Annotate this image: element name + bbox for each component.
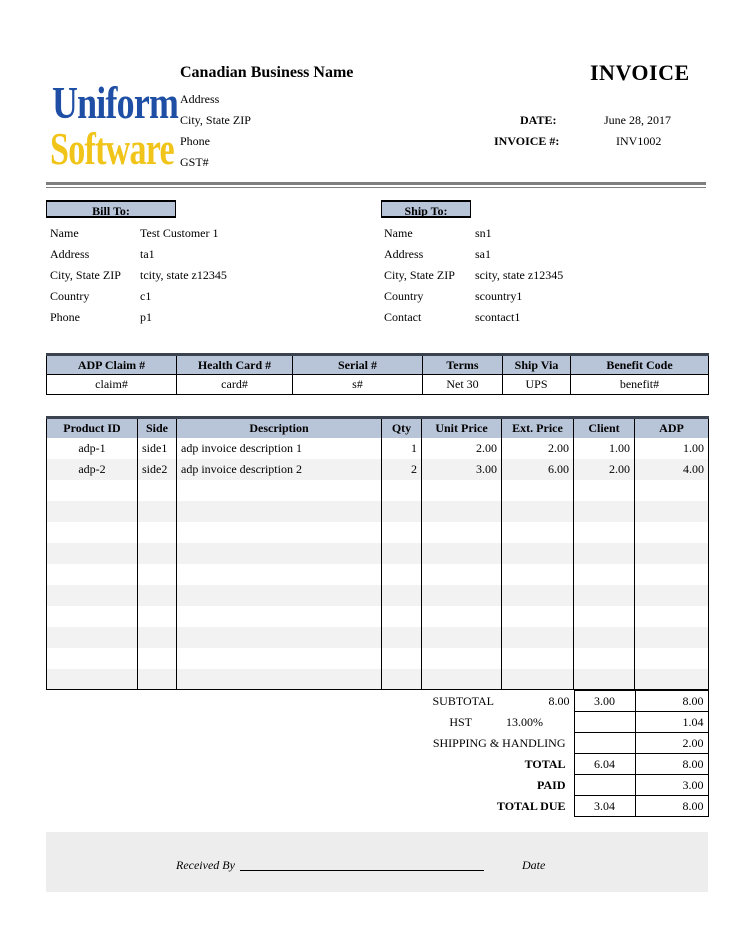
subtotal-adp: 8.00 xyxy=(635,691,708,712)
bill-to-label: Address xyxy=(50,247,90,261)
total-adp: 8.00 xyxy=(635,754,708,775)
business-phone: Phone xyxy=(180,134,210,148)
business-name: Canadian Business Name xyxy=(180,64,354,81)
items-header: Side xyxy=(138,418,177,438)
item-cell: adp invoice description 2 xyxy=(177,459,382,480)
signature-line[interactable] xyxy=(240,870,484,871)
table-row xyxy=(47,585,709,606)
subtotal-ext: 8.00 xyxy=(548,693,570,708)
claim-value: Net 30 xyxy=(423,375,503,395)
paid-label: PAID xyxy=(537,777,566,792)
invoice-number-label: INVOICE #: xyxy=(494,134,560,148)
items-header: Client xyxy=(574,418,635,438)
claim-value: claim# xyxy=(47,375,177,395)
business-gst: GST# xyxy=(180,155,209,169)
items-header: Description xyxy=(177,418,382,438)
bill-to-value: c1 xyxy=(140,289,152,303)
item-cell: side2 xyxy=(138,459,177,480)
table-row xyxy=(47,543,709,564)
table-row xyxy=(47,480,709,501)
ship-to-label: Address xyxy=(384,247,424,261)
item-cell: 4.00 xyxy=(635,459,709,480)
divider xyxy=(46,182,706,185)
bill-to-value: ta1 xyxy=(140,247,155,261)
item-cell: adp-1 xyxy=(47,438,138,459)
table-row xyxy=(47,438,709,459)
items-header: Ext. Price xyxy=(502,418,574,438)
bill-to-value: p1 xyxy=(140,310,152,324)
total-due-client: 3.04 xyxy=(574,796,635,817)
bill-to-header: Bill To: xyxy=(46,200,176,218)
table-row xyxy=(47,522,709,543)
table-row xyxy=(47,627,709,648)
bill-to-label: Country xyxy=(50,289,90,303)
items-table xyxy=(46,416,709,690)
logo-uniform: Uniform xyxy=(52,77,179,128)
claim-header: ADP Claim # xyxy=(47,355,177,375)
ship-to-value: scontact1 xyxy=(475,310,521,324)
item-cell: 2.00 xyxy=(574,459,635,480)
item-cell: 1.00 xyxy=(635,438,709,459)
ship-to-label: Name xyxy=(384,226,413,240)
subtotal-label: SUBTOTAL xyxy=(432,693,494,708)
subtotal-client: 3.00 xyxy=(574,691,635,712)
items-header: Qty xyxy=(382,418,422,438)
claim-header: Terms xyxy=(423,355,503,375)
hst-rate: 13.00% xyxy=(506,714,543,729)
hst-adp: 1.04 xyxy=(635,712,708,733)
ship-to-label: Country xyxy=(384,289,424,303)
claim-value: UPS xyxy=(503,375,571,395)
totals-table xyxy=(376,690,709,817)
item-cell: 1.00 xyxy=(574,438,635,459)
claim-header: Ship Via xyxy=(503,355,571,375)
items-header: Unit Price xyxy=(422,418,502,438)
item-cell: 2.00 xyxy=(502,438,574,459)
claim-value: benefit# xyxy=(571,375,709,395)
item-cell: 2 xyxy=(382,459,422,480)
item-cell: adp-2 xyxy=(47,459,138,480)
bill-to-value: tcity, state z12345 xyxy=(140,268,227,282)
ship-to-value: scountry1 xyxy=(475,289,523,303)
item-cell: adp invoice description 1 xyxy=(177,438,382,459)
ship-to-value: scity, state z12345 xyxy=(475,268,564,282)
total-client: 6.04 xyxy=(574,754,635,775)
ship-to-value: sn1 xyxy=(475,226,492,240)
signature-footer xyxy=(46,832,708,892)
invoice-number: INV1002 xyxy=(616,134,662,148)
item-cell: 6.00 xyxy=(502,459,574,480)
ship-to-label: Contact xyxy=(384,310,422,324)
bill-to-label: City, State ZIP xyxy=(50,268,121,282)
ship-to-label: City, State ZIP xyxy=(384,268,455,282)
item-cell: 2.00 xyxy=(422,438,502,459)
table-row xyxy=(47,648,709,669)
table-row xyxy=(47,501,709,522)
divider xyxy=(46,187,706,188)
invoice-date: June 28, 2017 xyxy=(604,113,671,127)
business-city: City, State ZIP xyxy=(180,113,251,127)
invoice-title: INVOICE xyxy=(590,60,690,85)
hst-label: HST xyxy=(449,714,472,729)
total-due-adp: 8.00 xyxy=(635,796,708,817)
claim-value: s# xyxy=(293,375,423,395)
received-by-label: Received By xyxy=(176,858,235,872)
total-label: TOTAL xyxy=(524,756,566,771)
item-cell: side1 xyxy=(138,438,177,459)
table-row xyxy=(47,606,709,627)
shipping-adp: 2.00 xyxy=(635,733,708,754)
item-cell: 3.00 xyxy=(422,459,502,480)
claim-header: Benefit Code xyxy=(571,355,709,375)
item-cell: 1 xyxy=(382,438,422,459)
bill-to-value: Test Customer 1 xyxy=(140,226,219,240)
bill-to-label: Name xyxy=(50,226,79,240)
date-label: DATE: xyxy=(520,113,557,127)
table-row xyxy=(47,669,709,690)
claim-header: Serial # xyxy=(293,355,423,375)
claim-header: Health Card # xyxy=(177,355,293,375)
table-row xyxy=(47,564,709,585)
business-address: Address xyxy=(180,92,220,106)
date-signature-label: Date xyxy=(522,858,546,872)
items-header: ADP xyxy=(635,418,709,438)
table-row xyxy=(47,459,709,480)
claim-table xyxy=(46,353,709,395)
bill-to-label: Phone xyxy=(50,310,80,324)
paid-adp: 3.00 xyxy=(635,775,708,796)
total-due-label: TOTAL DUE xyxy=(496,798,566,813)
shipping-label: SHIPPING & HANDLING xyxy=(432,735,566,750)
claim-value: card# xyxy=(177,375,293,395)
ship-to-header: Ship To: xyxy=(381,200,471,218)
ship-to-value: sa1 xyxy=(475,247,491,261)
items-header: Product ID xyxy=(47,418,138,438)
logo-software: Software xyxy=(50,123,174,174)
